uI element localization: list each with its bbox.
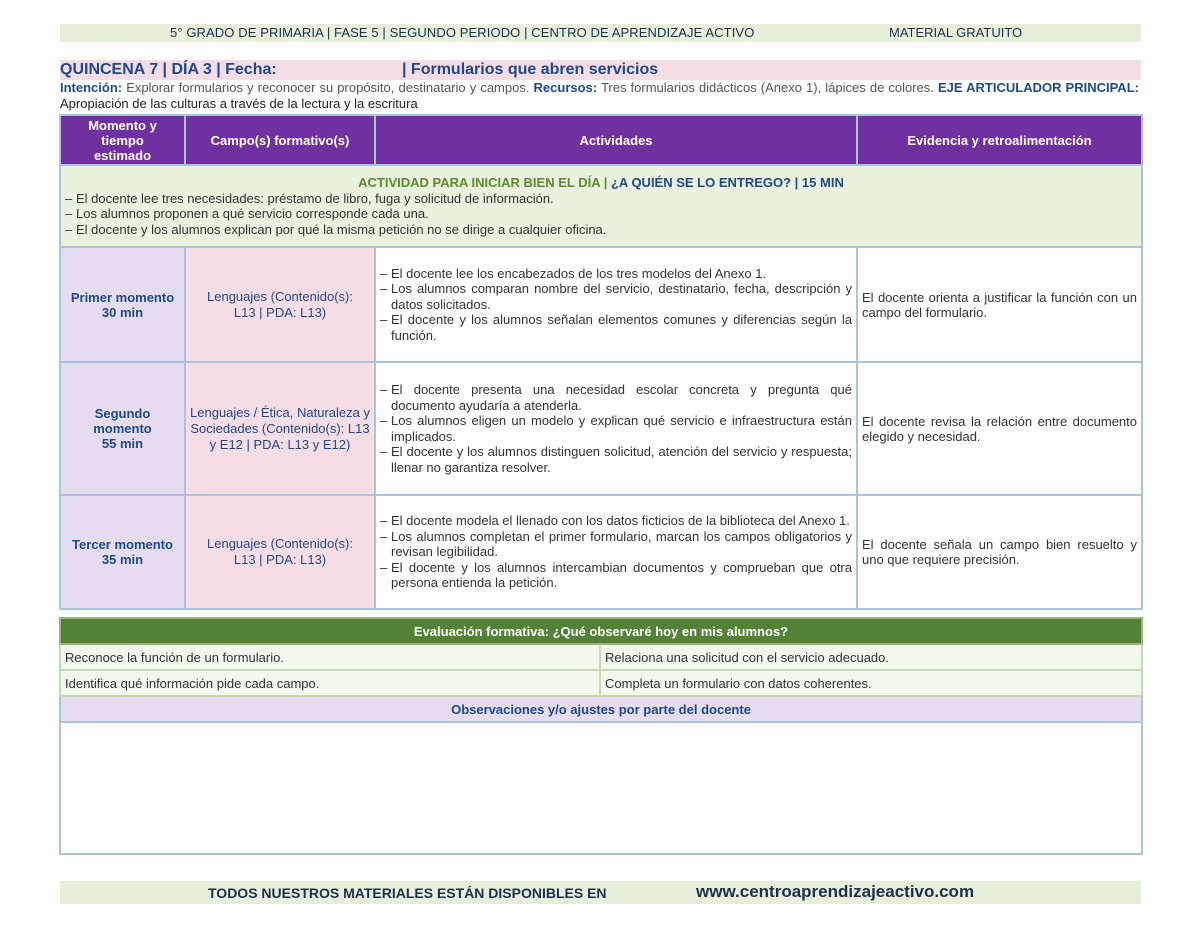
list-item: – Los alumnos comparan nombre del servicio, destinatario, fecha, descripción y datos solicitados. [380, 281, 852, 312]
evaluation-item: Reconoce la función de un formulario. [60, 644, 600, 670]
list-item: – El docente presenta una necesidad escolar concreta y pregunta qué documento ayudaría a atenderla. [380, 382, 852, 413]
inicio-list [65, 191, 1137, 238]
evidence-text: El docente orienta a justificar la función con un campo del formulario. [862, 289, 1137, 320]
footer-text: TODOS NUESTROS MATERIALES ESTÁN DISPONIBLES EN [208, 885, 607, 901]
evaluation-title: Evaluación formativa: ¿Qué observaré hoy en mis alumnos? [60, 618, 1142, 644]
evidence-text: El docente señala un campo bien resuelto y uno que requiere precisión. [862, 537, 1137, 567]
table-header-row [60, 115, 1142, 165]
footer-url-link[interactable]: www.centroaprendizajeactivo.com [696, 882, 975, 901]
moment-time: 55 min [101, 436, 144, 451]
moment-label: Tercer momento [72, 537, 173, 552]
list-item: – El docente y los alumnos distinguen solicitud, atención del servicio y respuesta; llenar no garantiza resolver. [380, 444, 852, 475]
evidence-cell [857, 362, 1142, 495]
evidence-cell [857, 247, 1142, 362]
evaluation-item: Identifica qué información pide cada campo. [60, 670, 600, 696]
page-title-day: QUINCENA 7 | DÍA 3 | Fecha: [60, 61, 277, 78]
moment-cell [60, 362, 185, 495]
inicio-row [60, 165, 1142, 247]
inicio-title-green: ACTIVIDAD PARA INICIAR BIEN EL DÍA | [358, 174, 608, 190]
campo-text: Lenguajes / Ética, Naturaleza y Sociedades (Contenido(s): L13 y E12 | PDA: L13 y E12) [190, 404, 370, 452]
evaluation-item: Completa un formulario con datos coherentes. [600, 670, 1142, 696]
footer-banner [60, 881, 1141, 904]
eje-label: EJE ARTICULADOR PRINCIPAL: [937, 80, 1139, 95]
moment-time: 30 min [101, 304, 144, 320]
list-item: – El docente y los alumnos explican por qué la misma petición no se dirige a cualquier oficina. [65, 222, 1137, 238]
list-item: – El docente y los alumnos intercambian documentos y comprueban que otra persona entienda la petición. [380, 560, 852, 591]
moment-label: Segundo momento [93, 406, 152, 436]
moment-label: Primer momento [70, 289, 175, 305]
campo-cell [185, 247, 375, 362]
list-item: – Los alumnos completan el primer formulario, marcan los campos obligatorios y revisan legibilidad. [380, 529, 852, 560]
header-evidencia: Evidencia y retroalimentación [857, 115, 1142, 165]
table-row [60, 362, 1142, 495]
banner-free-material: MATERIAL GRATUITO [889, 25, 1023, 40]
activities-table [59, 114, 1143, 610]
recursos-label: Recursos: [533, 80, 598, 95]
header-momento: Momento y tiempo estimado [60, 115, 185, 165]
inicio-title [65, 175, 1137, 191]
inicio-cell [60, 165, 1142, 247]
header-campo: Campo(s) formativo(s) [185, 115, 375, 165]
evidence-cell [857, 495, 1142, 609]
inicio-title-blue: ¿A QUIÉN SE LO ENTREGO? | 15 MIN [610, 174, 844, 190]
intencion-label: Intención: [60, 80, 123, 95]
observations-title: Observaciones y/o ajustes por parte del docente [60, 696, 1142, 722]
intencion-text: Explorar formularios y reconocer su propósito, destinatario y campos. [126, 80, 530, 95]
moment-cell [60, 495, 185, 609]
campo-cell [185, 495, 375, 609]
activities-list [380, 266, 852, 344]
activities-list [380, 382, 852, 475]
header-banner [60, 24, 1141, 42]
campo-text: Lenguajes (Contenido(s): L13 | PDA: L13) [207, 536, 353, 567]
activities-cell [375, 495, 857, 609]
list-item: – El docente lee los encabezados de los tres modelos del Anexo 1. [380, 266, 852, 282]
banner-grade-info: 5° GRADO DE PRIMARIA | FASE 5 | SEGUNDO PERIODO | CENTRO DE APRENDIZAJE ACTIVO [170, 25, 755, 40]
intro-text [60, 80, 1139, 112]
eje-text: Apropiación de las culturas a través de la lectura y la escritura [60, 96, 418, 111]
list-item: – El docente y los alumnos señalan elementos comunes y diferencias según la función. [380, 312, 852, 343]
evidence-text: El docente revisa la relación entre documento elegido y necesidad. [862, 413, 1137, 444]
list-item: – El docente lee tres necesidades: préstamo de libro, fuga y solicitud de información. [65, 191, 1137, 207]
recursos-text: Tres formularios didácticos (Anexo 1), lápices de colores. [600, 80, 934, 95]
list-item: – Los alumnos proponen a qué servicio corresponde cada una. [65, 206, 1137, 222]
evaluation-item: Relaciona una solicitud con el servicio adecuado. [600, 644, 1142, 670]
activities-list [380, 513, 852, 591]
moment-cell [60, 247, 185, 362]
observations-box[interactable] [60, 722, 1142, 854]
campo-text: Lenguajes (Contenido(s): L13 | PDA: L13) [207, 288, 353, 320]
title-bar [60, 60, 1141, 80]
list-item: – El docente modela el llenado con los datos ficticios de la biblioteca del Anexo 1. [380, 513, 852, 529]
moment-time: 35 min [101, 552, 144, 567]
activities-cell [375, 362, 857, 495]
header-actividades: Actividades [375, 115, 857, 165]
table-row [60, 247, 1142, 362]
campo-cell [185, 362, 375, 495]
activities-cell [375, 247, 857, 362]
page-title-topic: | Formularios que abren servicios [402, 61, 659, 78]
table-row [60, 495, 1142, 609]
list-item: – Los alumnos eligen un modelo y explican qué servicio e infraestructura están implicados. [380, 413, 852, 444]
evaluation-table [59, 617, 1143, 855]
